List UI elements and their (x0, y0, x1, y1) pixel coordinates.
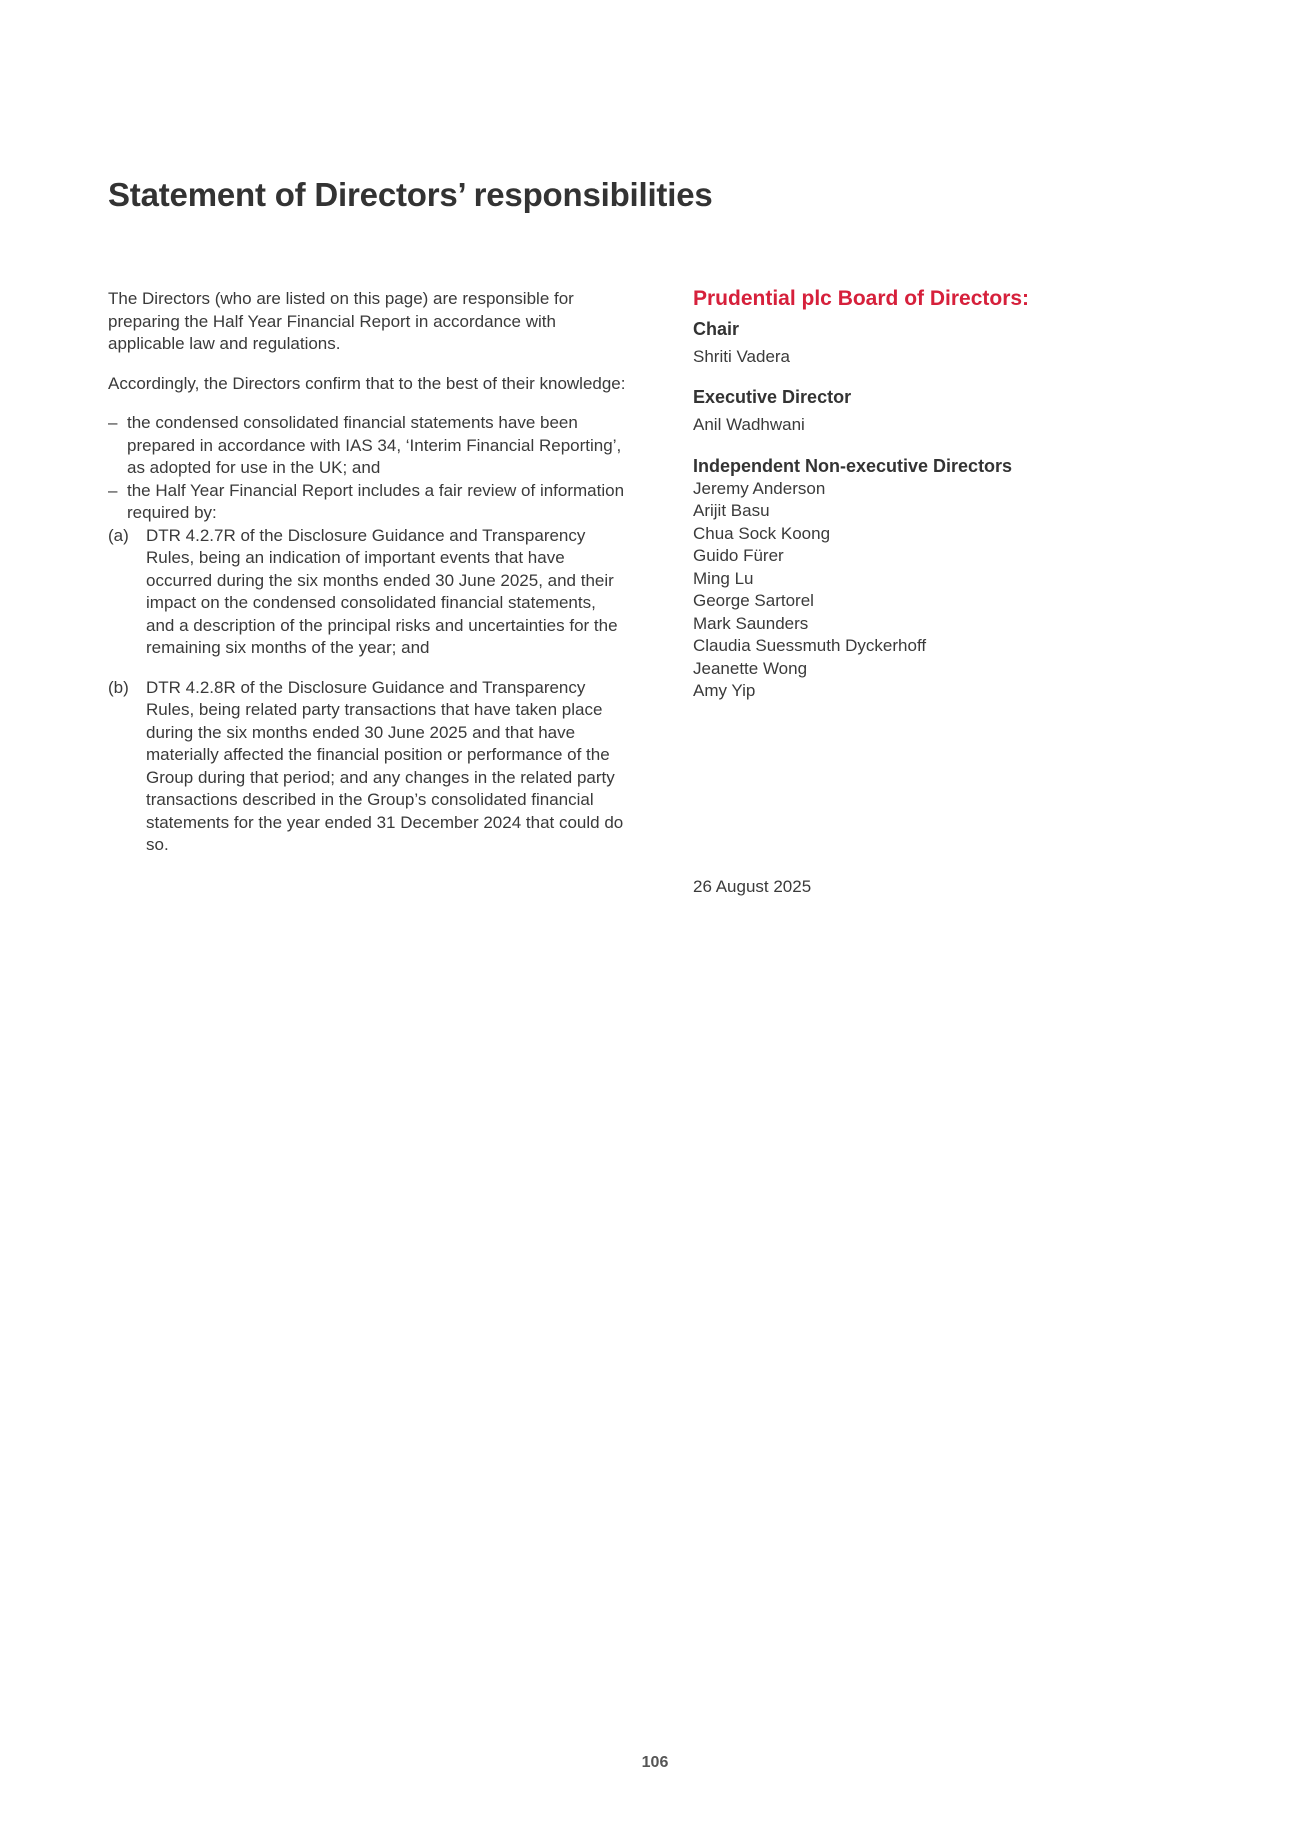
director-name: Mark Saunders (693, 613, 809, 633)
list-item (108, 412, 628, 480)
sub-item-marker: (a) (108, 525, 129, 545)
dash-marker: – (108, 413, 118, 432)
director-name: Ming Lu (693, 568, 754, 588)
director-name: Anil Wadhwani (693, 415, 805, 434)
board-heading: Prudential plc Board of Directors: (693, 287, 1030, 310)
sub-item-marker: (b) (108, 677, 129, 697)
page-title: Statement of Directors’ responsibilities (108, 176, 713, 213)
list-item (108, 480, 628, 525)
director-name: Guido Fürer (693, 546, 784, 565)
board-of-directors (693, 288, 1173, 720)
confirmation-list (108, 412, 628, 525)
list-item-text: the condensed consolidated financial statements have been prepared in accordance with IAS 34, ‘Interim Financial Reporting’, as adopted for use in the UK; and (127, 413, 622, 477)
director-name: Chua Sock Koong (693, 523, 831, 543)
sub-item-a (108, 525, 628, 660)
director-name: Jeremy Anderson (693, 478, 826, 498)
director-name: Claudia Suessmuth Dyckerhoff (693, 636, 927, 655)
director-name: Jeanette Wong (693, 658, 808, 678)
director-name: Amy Yip (693, 681, 756, 700)
list-item-text: the Half Year Financial Report includes a fair review of information required by: (127, 480, 625, 522)
statement-date: 26 August 2025 (693, 877, 812, 896)
director-name: George Sartorel (693, 591, 814, 610)
responsibilities-text (108, 288, 628, 857)
executive-heading: Executive Director (693, 387, 852, 407)
sub-item-text: DTR 4.2.7R of the Disclosure Guidance and Transparency Rules, being an indication of important events that have occurred during the six months ended 30 June 2025, and their impact on the condensed consolidated financial statements, and a description of the principal risks and uncertainties for the remaining six months of the year; and (146, 525, 618, 657)
executive-block (693, 385, 1173, 437)
sub-item-text: DTR 4.2.8R of the Disclosure Guidance and Transparency Rules, being related party transactions that have taken place during the six months ended 30 June 2025 and that have materially affected the financial position or performance of the Group during that period; and any changes in the related party transactions described in the Group’s consolidated financial statements for the year ended 31 December 2024 that could do so. (146, 677, 624, 854)
independent-directors-list (693, 478, 1173, 703)
independent-heading: Independent Non-executive Directors (693, 455, 1013, 476)
confirm-paragraph: Accordingly, the Directors confirm that to the best of their knowledge: (108, 373, 626, 393)
chair-heading: Chair (693, 318, 740, 339)
intro-paragraph: The Directors (who are listed on this page) are responsible for preparing the Half Year Financial Report in accordance with applicable law and regulations. (108, 289, 574, 353)
sub-item-b (108, 677, 628, 857)
page-number: 106 (641, 1754, 669, 1771)
director-name: Arijit Basu (693, 501, 770, 520)
chair-block (693, 317, 1173, 369)
independent-block (693, 454, 1173, 703)
dash-marker: – (108, 480, 118, 500)
director-name: Shriti Vadera (693, 346, 791, 366)
